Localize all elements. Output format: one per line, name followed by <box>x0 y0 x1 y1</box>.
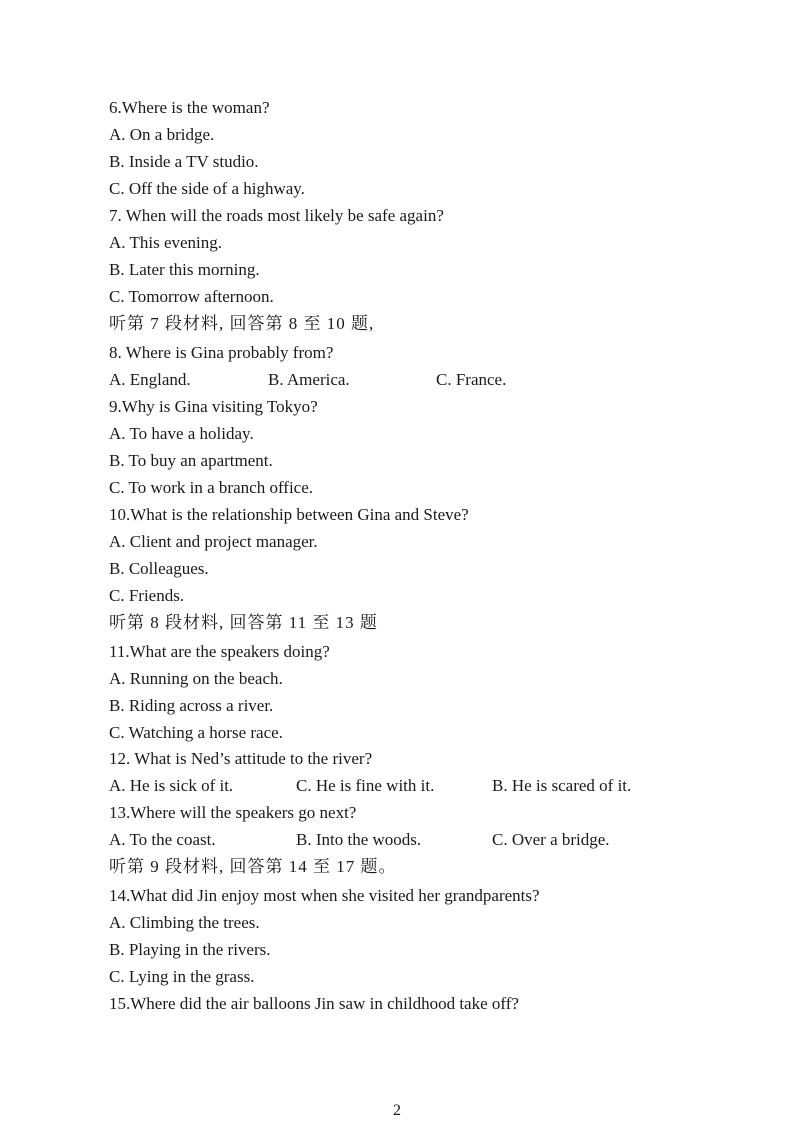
q12-option-a: A. He is sick of it. <box>109 776 234 795</box>
q13-option-c: C. Over a bridge. <box>492 830 610 849</box>
q13-options-row <box>109 830 669 850</box>
question-6: 6.Where is the woman? <box>109 98 270 117</box>
q14-option-c: C. Lying in the grass. <box>109 967 255 986</box>
question-10: 10.What is the relationship between Gina and Steve? <box>109 505 469 524</box>
q12-option-c: C. He is fine with it. <box>296 776 435 795</box>
q14-option-a: A. Climbing the trees. <box>109 913 260 932</box>
q7-option-a: A. This evening. <box>109 233 223 252</box>
section-instruction-7: 听第 7 段材料, 回答第 8 至 10 题, <box>109 314 375 333</box>
q11-option-a: A. Running on the beach. <box>109 669 283 688</box>
q8-option-b: B. America. <box>268 370 350 389</box>
q13-option-a: A. To the coast. <box>109 830 216 849</box>
q10-option-b: B. Colleagues. <box>109 559 209 578</box>
question-15: 15.Where did the air balloons Jin saw in childhood take off? <box>109 994 519 1013</box>
q14-option-b: B. Playing in the rivers. <box>109 940 271 959</box>
q6-option-b: B. Inside a TV studio. <box>109 152 259 171</box>
q11-option-b: B. Riding across a river. <box>109 696 274 715</box>
question-13: 13.Where will the speakers go next? <box>109 803 357 822</box>
q11-option-c: C. Watching a horse race. <box>109 723 283 742</box>
question-8: 8. Where is Gina probably from? <box>109 343 334 362</box>
q8-option-a: A. England. <box>109 370 191 389</box>
q7-option-c: C. Tomorrow afternoon. <box>109 287 274 306</box>
q7-option-b: B. Later this morning. <box>109 260 260 279</box>
q6-option-c: C. Off the side of a highway. <box>109 179 305 198</box>
q13-option-b: B. Into the woods. <box>296 830 422 849</box>
question-12: 12. What is Ned’s attitude to the river? <box>109 749 373 768</box>
page-number: 2 <box>393 1102 401 1119</box>
q8-option-c: C. France. <box>436 370 507 389</box>
question-9: 9.Why is Gina visiting Tokyo? <box>109 397 318 416</box>
q10-option-a: A. Client and project manager. <box>109 532 318 551</box>
question-11: 11.What are the speakers doing? <box>109 642 330 661</box>
q10-option-c: C. Friends. <box>109 586 185 605</box>
q9-option-b: B. To buy an apartment. <box>109 451 273 470</box>
q8-options-row <box>109 370 669 390</box>
section-instruction-9: 听第 9 段材料, 回答第 14 至 17 题。 <box>109 857 397 876</box>
section-instruction-8: 听第 8 段材料, 回答第 11 至 13 题 <box>109 613 378 632</box>
question-7: 7. When will the roads most likely be safe again? <box>109 206 444 225</box>
q12-option-b: B. He is scared of it. <box>492 776 632 795</box>
question-14: 14.What did Jin enjoy most when she visited her grandparents? <box>109 886 540 905</box>
q9-option-a: A. To have a holiday. <box>109 424 254 443</box>
q9-option-c: C. To work in a branch office. <box>109 478 314 497</box>
q6-option-a: A. On a bridge. <box>109 125 215 144</box>
q12-options-row <box>109 776 689 796</box>
